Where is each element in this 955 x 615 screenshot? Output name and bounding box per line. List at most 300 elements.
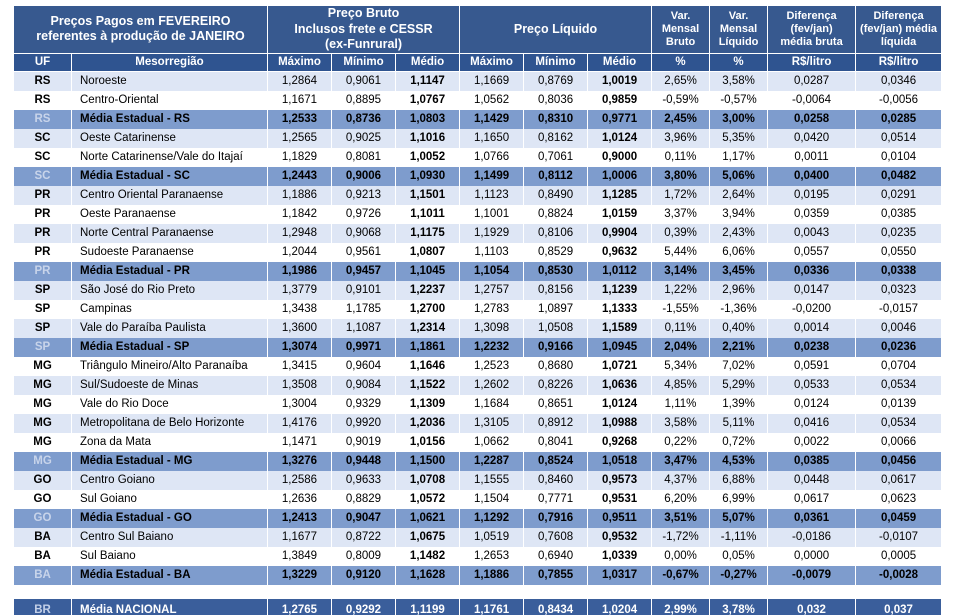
cell-bd: 1,1175 — [396, 224, 460, 243]
cell-ln: 0,8490 — [524, 186, 588, 205]
cell-uf — [14, 585, 72, 599]
cell-uf: SP — [14, 319, 72, 338]
cell-ln: 0,8651 — [524, 395, 588, 414]
cell-ln: 0,7855 — [524, 566, 588, 585]
header-group-row — [14, 6, 942, 54]
table-row[interactable] — [14, 148, 942, 167]
cell-ld: 1,1285 — [588, 186, 652, 205]
cell-dl: -0,0028 — [856, 566, 942, 585]
cell-vl: 3,78% — [710, 599, 768, 615]
column-header-mesorregiao: Mesorregião — [72, 53, 268, 71]
cell-ld: 0,9000 — [588, 148, 652, 167]
cell-ld: 1,0159 — [588, 205, 652, 224]
cell-bm: 1,1671 — [268, 91, 332, 110]
cell-bm: 1,1677 — [268, 528, 332, 547]
table-row[interactable] — [14, 300, 942, 319]
table-row[interactable] — [14, 490, 942, 509]
cell-bd: 1,1628 — [396, 566, 460, 585]
cell-dl: 0,0385 — [856, 205, 942, 224]
column-header-var-liquido-unit: % — [710, 53, 768, 71]
cell-bd: 1,2314 — [396, 319, 460, 338]
cell-vl: 3,00% — [710, 110, 768, 129]
table-row-state-average[interactable] — [14, 452, 942, 471]
cell-vb: 0,11% — [652, 148, 710, 167]
cell-dl: 0,0104 — [856, 148, 942, 167]
table-row[interactable] — [14, 71, 942, 91]
cell-vl: 2,43% — [710, 224, 768, 243]
cell-region: Sul Baiano — [72, 547, 268, 566]
cell-bd: 1,1500 — [396, 452, 460, 471]
cell-vb: 3,58% — [652, 414, 710, 433]
cell-bd: 1,0675 — [396, 528, 460, 547]
cell-region: Sul/Sudoeste de Minas — [72, 376, 268, 395]
cell-dl: -0,0107 — [856, 528, 942, 547]
table-row[interactable] — [14, 243, 942, 262]
cell-region: Noroeste — [72, 71, 268, 91]
cell-region: Norte Central Paranaense — [72, 224, 268, 243]
cell-lm: 1,2757 — [460, 281, 524, 300]
cell-uf: SP — [14, 300, 72, 319]
cell-bm: 1,2565 — [268, 129, 332, 148]
cell-uf: MG — [14, 395, 72, 414]
column-header-row — [14, 53, 942, 71]
cell-bn: 0,9019 — [332, 433, 396, 452]
cell-bd: 1,1199 — [396, 599, 460, 615]
cell-ld: 1,1589 — [588, 319, 652, 338]
table-row-state-average[interactable] — [14, 167, 942, 186]
cell-bn: 0,9213 — [332, 186, 396, 205]
cell-dl: 0,0139 — [856, 395, 942, 414]
cell-lm: 1,3105 — [460, 414, 524, 433]
cell-lm: 1,1555 — [460, 471, 524, 490]
cell-vb: 4,85% — [652, 376, 710, 395]
cell-lm: 1,0562 — [460, 91, 524, 110]
cell-ln: 0,8162 — [524, 129, 588, 148]
cell-ld: 1,1333 — [588, 300, 652, 319]
cell-bm: 1,3849 — [268, 547, 332, 566]
cell-vb: 4,37% — [652, 471, 710, 490]
cell-bm: 1,2948 — [268, 224, 332, 243]
cell-bd: 1,1309 — [396, 395, 460, 414]
table-row[interactable] — [14, 129, 942, 148]
cell-bm: 1,2443 — [268, 167, 332, 186]
cell-ld: 1,0636 — [588, 376, 652, 395]
table-row[interactable] — [14, 471, 942, 490]
cell-ln: 0,8106 — [524, 224, 588, 243]
cell-vl: 6,06% — [710, 243, 768, 262]
table-row[interactable] — [14, 281, 942, 300]
cell-region: Campinas — [72, 300, 268, 319]
cell-region: Sudoeste Paranaense — [72, 243, 268, 262]
dif-liquida-line2: (fev/jan) média — [860, 22, 938, 35]
cell-uf: MG — [14, 376, 72, 395]
cell-bm: 1,3438 — [268, 300, 332, 319]
group-preco-bruto-line2: Inclusos frete e CESSR — [294, 21, 433, 36]
cell-ln: 0,8912 — [524, 414, 588, 433]
var-bruto-line3: Bruto — [665, 36, 696, 49]
cell-vl — [710, 585, 768, 599]
cell-region: São José do Rio Preto — [72, 281, 268, 300]
cell-lm: 1,1429 — [460, 110, 524, 129]
table-row[interactable] — [14, 376, 942, 395]
cell-vb: -1,55% — [652, 300, 710, 319]
dif-bruta-line2: (fev/jan) — [790, 22, 833, 35]
cell-region: Vale do Rio Doce — [72, 395, 268, 414]
cell-ld: 1,0112 — [588, 262, 652, 281]
cell-vl: 6,88% — [710, 471, 768, 490]
cell-bd: 1,2237 — [396, 281, 460, 300]
cell-ld: 0,9573 — [588, 471, 652, 490]
cell-uf: RS — [14, 91, 72, 110]
cell-uf: PR — [14, 262, 72, 281]
table-row-national-average[interactable] — [14, 599, 942, 615]
cell-uf: RS — [14, 71, 72, 91]
cell-lm: 1,1669 — [460, 71, 524, 91]
cell-lm: 1,0519 — [460, 528, 524, 547]
cell-dl: 0,0338 — [856, 262, 942, 281]
cell-vb: 1,72% — [652, 186, 710, 205]
cell-bd: 1,1147 — [396, 71, 460, 91]
cell-bm: 1,4176 — [268, 414, 332, 433]
group-header-preco-liquido — [460, 6, 652, 54]
table-row[interactable] — [14, 224, 942, 243]
cell-ln: 0,8680 — [524, 357, 588, 376]
cell-vl: 3,58% — [710, 71, 768, 91]
cell-uf: PR — [14, 205, 72, 224]
cell-ln: 0,8156 — [524, 281, 588, 300]
table-row[interactable] — [14, 205, 942, 224]
cell-db: 0,0336 — [768, 262, 856, 281]
cell-bn: 0,9561 — [332, 243, 396, 262]
cell-lm: 1,1001 — [460, 205, 524, 224]
cell-bn: 0,9120 — [332, 566, 396, 585]
cell-region: Oeste Catarinense — [72, 129, 268, 148]
cell-vb: 2,45% — [652, 110, 710, 129]
cell-vl: 0,72% — [710, 433, 768, 452]
cell-db: 0,0238 — [768, 338, 856, 357]
column-header-uf: UF — [14, 53, 72, 71]
cell-bn: 0,9061 — [332, 71, 396, 91]
cell-bn: 0,8009 — [332, 547, 396, 566]
cell-bn: 0,9068 — [332, 224, 396, 243]
table-row[interactable] — [14, 91, 942, 110]
cell-ln: 0,8524 — [524, 452, 588, 471]
cell-vl: 5,07% — [710, 509, 768, 528]
var-bruto-line1: Var. — [670, 9, 691, 22]
cell-ld: 1,0204 — [588, 599, 652, 615]
cell-vl: 5,29% — [710, 376, 768, 395]
cell-lm: 1,1761 — [460, 599, 524, 615]
cell-bm: 1,3600 — [268, 319, 332, 338]
cell-vl: 6,99% — [710, 490, 768, 509]
column-header-bruto-minimo: Mínimo — [332, 53, 396, 71]
cell-lm: 1,2783 — [460, 300, 524, 319]
cell-lm: 1,2653 — [460, 547, 524, 566]
cell-db: -0,0079 — [768, 566, 856, 585]
column-header-liquido-minimo: Mínimo — [524, 53, 588, 71]
cell-ln: 0,7608 — [524, 528, 588, 547]
cell-vl: 3,45% — [710, 262, 768, 281]
cell-ln: 0,8434 — [524, 599, 588, 615]
cell-bd: 1,1011 — [396, 205, 460, 224]
table-row-state-average[interactable] — [14, 262, 942, 281]
cell-bm: 1,3415 — [268, 357, 332, 376]
cell-uf: MG — [14, 433, 72, 452]
cell-ln: 0,8310 — [524, 110, 588, 129]
cell-bn: 0,9633 — [332, 471, 396, 490]
cell-region: Média Estadual - PR — [72, 262, 268, 281]
cell-bn: 0,8736 — [332, 110, 396, 129]
cell-bd: 1,0156 — [396, 433, 460, 452]
cell-vb: -0,67% — [652, 566, 710, 585]
cell-bn: 0,9971 — [332, 338, 396, 357]
cell-dl: 0,0285 — [856, 110, 942, 129]
cell-ln: 0,7771 — [524, 490, 588, 509]
cell-uf: PR — [14, 224, 72, 243]
cell-dl: 0,0550 — [856, 243, 942, 262]
cell-bm: 1,3229 — [268, 566, 332, 585]
table-row[interactable] — [14, 395, 942, 414]
cell-bn: 0,8722 — [332, 528, 396, 547]
cell-bm: 1,2413 — [268, 509, 332, 528]
cell-db: 0,0400 — [768, 167, 856, 186]
table-row[interactable] — [14, 414, 942, 433]
cell-vl: 2,96% — [710, 281, 768, 300]
column-header-dif-liquida-unit: R$/litro — [856, 53, 942, 71]
cell-vb: 2,04% — [652, 338, 710, 357]
cell-uf: SP — [14, 338, 72, 357]
cell-db: 0,0416 — [768, 414, 856, 433]
cell-ld: 0,9532 — [588, 528, 652, 547]
cell-vl: 1,17% — [710, 148, 768, 167]
cell-db: 0,0361 — [768, 509, 856, 528]
cell-dl: -0,0056 — [856, 91, 942, 110]
cell-bm: 1,2636 — [268, 490, 332, 509]
cell-bn: 0,9448 — [332, 452, 396, 471]
cell-ld: 1,0518 — [588, 452, 652, 471]
cell-bm — [268, 585, 332, 599]
cell-region: Norte Catarinense/Vale do Itajaí — [72, 148, 268, 167]
cell-vb: 3,96% — [652, 129, 710, 148]
cell-dl: 0,0514 — [856, 129, 942, 148]
table-row[interactable] — [14, 528, 942, 547]
cell-region: Média Estadual - GO — [72, 509, 268, 528]
cell-vl: -1,11% — [710, 528, 768, 547]
cell-uf: GO — [14, 509, 72, 528]
cell-dl: 0,0046 — [856, 319, 942, 338]
cell-uf: MG — [14, 414, 72, 433]
cell-lm: 1,3098 — [460, 319, 524, 338]
cell-ld: 0,9531 — [588, 490, 652, 509]
cell-ld: 0,9771 — [588, 110, 652, 129]
cell-bm: 1,2044 — [268, 243, 332, 262]
table-row[interactable] — [14, 433, 942, 452]
cell-lm: 1,1292 — [460, 509, 524, 528]
table-row[interactable] — [14, 357, 942, 376]
cell-vl: 0,40% — [710, 319, 768, 338]
cell-db: 0,0420 — [768, 129, 856, 148]
cell-ld: 0,9904 — [588, 224, 652, 243]
cell-dl: 0,0534 — [856, 376, 942, 395]
cell-region: Triângulo Mineiro/Alto Paranaíba — [72, 357, 268, 376]
cell-db: 0,0533 — [768, 376, 856, 395]
cell-bn: 0,9457 — [332, 262, 396, 281]
cell-bm: 1,1886 — [268, 186, 332, 205]
cell-vl: 1,39% — [710, 395, 768, 414]
cell-region: Centro Goiano — [72, 471, 268, 490]
cell-dl: 0,0346 — [856, 71, 942, 91]
cell-dl: 0,0623 — [856, 490, 942, 509]
group-header-preco-bruto — [268, 6, 460, 54]
cell-dl: -0,0157 — [856, 300, 942, 319]
cell-bm: 1,3276 — [268, 452, 332, 471]
cell-bd: 1,0930 — [396, 167, 460, 186]
cell-lm: 1,1054 — [460, 262, 524, 281]
cell-bd: 1,1482 — [396, 547, 460, 566]
dif-liquida-line1: Diferença — [873, 9, 924, 22]
cell-ld: 1,0988 — [588, 414, 652, 433]
cell-bm: 1,3074 — [268, 338, 332, 357]
cell-bn: 0,9726 — [332, 205, 396, 224]
cell-ln: 0,8112 — [524, 167, 588, 186]
cell-vb: 3,14% — [652, 262, 710, 281]
table-title-line1: Preços Pagos em FEVEREIRO — [50, 13, 231, 28]
cell-db: 0,0022 — [768, 433, 856, 452]
cell-dl: 0,0323 — [856, 281, 942, 300]
cell-vb: 0,11% — [652, 319, 710, 338]
cell-dl: 0,0456 — [856, 452, 942, 471]
cell-bd: 1,0052 — [396, 148, 460, 167]
cell-ld: 1,0339 — [588, 547, 652, 566]
cell-db: 0,0617 — [768, 490, 856, 509]
cell-db: 0,0287 — [768, 71, 856, 91]
cell-ln: 0,8529 — [524, 243, 588, 262]
cell-db: 0,0258 — [768, 110, 856, 129]
cell-vb: 3,37% — [652, 205, 710, 224]
cell-ln: 0,9166 — [524, 338, 588, 357]
cell-lm: 1,0766 — [460, 148, 524, 167]
cell-dl: 0,0005 — [856, 547, 942, 566]
cell-ln: 0,8460 — [524, 471, 588, 490]
cell-lm: 1,2602 — [460, 376, 524, 395]
table-row[interactable] — [14, 186, 942, 205]
table-row[interactable] — [14, 319, 942, 338]
cell-ld: 1,0721 — [588, 357, 652, 376]
cell-uf: SP — [14, 281, 72, 300]
cell-vl: -0,57% — [710, 91, 768, 110]
cell-region: Média Estadual - RS — [72, 110, 268, 129]
cell-lm: 1,1650 — [460, 129, 524, 148]
cell-dl: 0,0066 — [856, 433, 942, 452]
cell-bd: 1,0572 — [396, 490, 460, 509]
cell-vb: 2,65% — [652, 71, 710, 91]
cell-vl: 5,06% — [710, 167, 768, 186]
cell-db: -0,0200 — [768, 300, 856, 319]
cell-dl: 0,0236 — [856, 338, 942, 357]
table-row-state-average[interactable] — [14, 566, 942, 585]
cell-db: 0,0195 — [768, 186, 856, 205]
cell-ln: 0,6940 — [524, 547, 588, 566]
cell-region: Metropolitana de Belo Horizonte — [72, 414, 268, 433]
cell-vb: -0,59% — [652, 91, 710, 110]
table-row-state-average[interactable] — [14, 338, 942, 357]
table-row-state-average[interactable] — [14, 110, 942, 129]
cell-bd: 1,2036 — [396, 414, 460, 433]
table-title — [14, 6, 268, 54]
cell-bd: 1,0807 — [396, 243, 460, 262]
table-header — [14, 6, 942, 72]
cell-db: -0,0064 — [768, 91, 856, 110]
table-row-spacer — [14, 585, 942, 599]
group-preco-bruto-line3: (ex-Funrural) — [324, 37, 403, 52]
cell-uf: BA — [14, 528, 72, 547]
table-row[interactable] — [14, 547, 942, 566]
cell-vb: 1,22% — [652, 281, 710, 300]
cell-region: Média Estadual - SP — [72, 338, 268, 357]
table-row-state-average[interactable] — [14, 509, 942, 528]
group-preco-liquido-label: Preço Líquido — [513, 21, 598, 36]
cell-vl: 2,21% — [710, 338, 768, 357]
cell-bm: 1,1829 — [268, 148, 332, 167]
cell-region: Média Estadual - SC — [72, 167, 268, 186]
cell-bn: 0,8895 — [332, 91, 396, 110]
cell-bd — [396, 585, 460, 599]
cell-dl: 0,0235 — [856, 224, 942, 243]
cell-region: Vale do Paraíba Paulista — [72, 319, 268, 338]
cell-bn: 0,9006 — [332, 167, 396, 186]
var-liquido-line3: Líquido — [718, 36, 759, 49]
cell-region: Centro Sul Baiano — [72, 528, 268, 547]
cell-vl: 5,11% — [710, 414, 768, 433]
cell-bm: 1,2864 — [268, 71, 332, 91]
cell-lm: 1,2523 — [460, 357, 524, 376]
cell-uf: SC — [14, 148, 72, 167]
var-liquido-line2: Mensal — [719, 22, 758, 35]
cell-bd: 1,1045 — [396, 262, 460, 281]
cell-bn: 0,8829 — [332, 490, 396, 509]
cell-uf: PR — [14, 243, 72, 262]
cell-dl: 0,0534 — [856, 414, 942, 433]
cell-uf: GO — [14, 471, 72, 490]
cell-bm: 1,2765 — [268, 599, 332, 615]
cell-region: Média NACIONAL — [72, 599, 268, 615]
cell-ld: 0,9511 — [588, 509, 652, 528]
cell-region: Oeste Paranaense — [72, 205, 268, 224]
cell-lm: 1,2232 — [460, 338, 524, 357]
cell-uf: BA — [14, 547, 72, 566]
cell-vb: 3,47% — [652, 452, 710, 471]
cell-ln: 0,7916 — [524, 509, 588, 528]
cell-ld: 1,0019 — [588, 71, 652, 91]
cell-bn — [332, 585, 396, 599]
cell-bd: 1,1861 — [396, 338, 460, 357]
column-header-dif-bruta-unit: R$/litro — [768, 53, 856, 71]
table-title-line2: referentes à produção de JANEIRO — [36, 29, 245, 44]
cell-bn: 1,1785 — [332, 300, 396, 319]
column-header-bruto-maximo: Máximo — [268, 53, 332, 71]
cell-uf: MG — [14, 452, 72, 471]
cell-ld: 0,9859 — [588, 91, 652, 110]
cell-ln: 0,8041 — [524, 433, 588, 452]
cell-vb: 5,34% — [652, 357, 710, 376]
cell-vl: 5,35% — [710, 129, 768, 148]
column-header-liquido-maximo: Máximo — [460, 53, 524, 71]
group-header-var-mensal-liquido — [710, 6, 768, 54]
cell-lm: 1,1929 — [460, 224, 524, 243]
cell-bm: 1,2533 — [268, 110, 332, 129]
cell-bn: 0,9101 — [332, 281, 396, 300]
cell-db: 0,0147 — [768, 281, 856, 300]
